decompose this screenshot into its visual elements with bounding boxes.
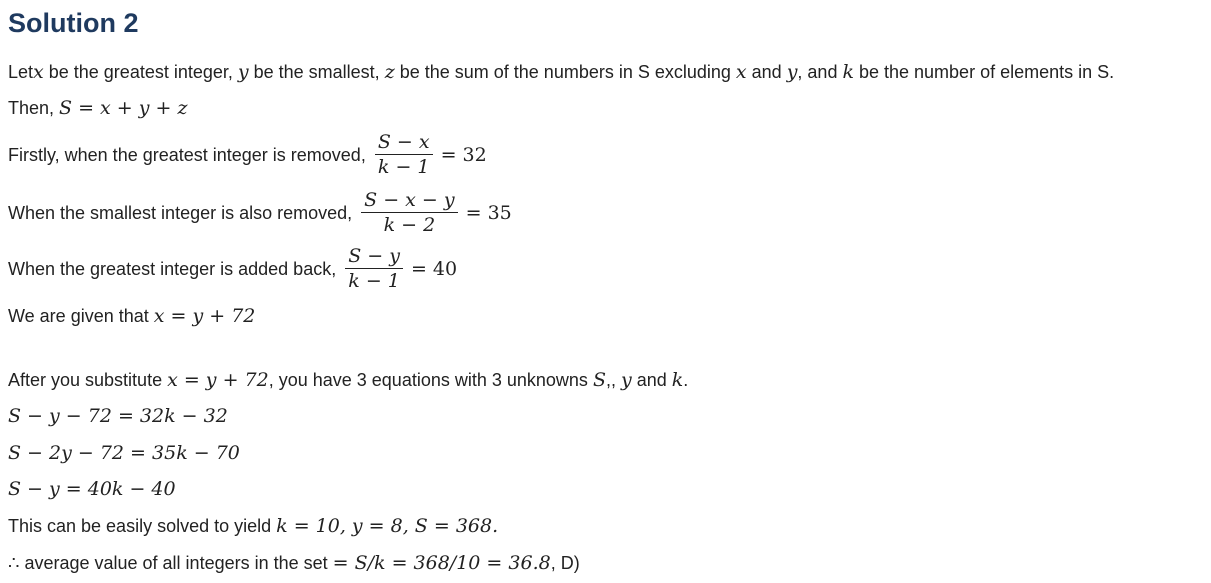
fraction-numerator: S − y xyxy=(348,245,400,267)
math-expression: x = y + 72 xyxy=(167,369,269,391)
math-var: y xyxy=(620,369,632,391)
text: , and xyxy=(797,62,843,82)
text: When the smallest integer is also removed, xyxy=(8,202,358,223)
math-expression: = S/k = 368/10 = 36.8 xyxy=(332,552,551,574)
equation-greatest-added-back xyxy=(8,244,457,293)
text: be the sum of the numbers in S excluding xyxy=(394,62,736,82)
fraction-denominator: k − 1 xyxy=(377,156,430,178)
text: Firstly, when the greatest integer is removed, xyxy=(8,144,371,165)
math-var: k xyxy=(842,61,854,83)
text: We are given that xyxy=(8,306,154,326)
math-expression: S − 2y − 72 = 35k − 70 xyxy=(8,442,240,464)
math-expression: x = y + 72 xyxy=(153,305,256,327)
math-var: S xyxy=(592,369,606,391)
fraction-numerator: S − x xyxy=(377,131,430,153)
text: , you have 3 equations with 3 unknowns xyxy=(268,370,593,390)
equation-rhs: = 40 xyxy=(410,257,458,280)
definition-line xyxy=(8,60,1114,84)
math-expression: S = x + y + z xyxy=(59,97,188,119)
math-expression: S − y − 72 = 32k − 32 xyxy=(8,405,228,427)
system-equation-3 xyxy=(8,477,176,501)
equation-rhs: = 35 xyxy=(465,201,512,224)
sum-definition-line xyxy=(8,96,188,120)
text: and xyxy=(631,370,672,390)
final-answer-line xyxy=(8,551,580,575)
equation-greatest-removed xyxy=(8,130,487,179)
math-var: k xyxy=(671,369,684,391)
text: , D) xyxy=(550,553,580,573)
fraction-denominator: k − 2 xyxy=(383,214,436,236)
text: ,, xyxy=(605,370,621,390)
given-line xyxy=(8,304,255,328)
math-var: y xyxy=(237,61,249,83)
text: be the greatest integer, xyxy=(43,62,238,82)
text: This can be easily solved to yield xyxy=(8,516,277,536)
fraction-denominator: k − 1 xyxy=(348,270,400,292)
math-expression: k = 10, y = 8, S = 368. xyxy=(276,515,499,537)
fraction xyxy=(361,188,457,237)
text: . xyxy=(683,370,689,390)
math-var: x xyxy=(735,61,747,83)
math-expression: S − y = 40k − 40 xyxy=(8,478,176,500)
text: When the greatest integer is added back, xyxy=(8,258,342,279)
page-title: Solution 2 xyxy=(8,8,139,38)
fraction xyxy=(345,244,403,293)
text: After you substitute xyxy=(8,370,168,390)
equation-smallest-removed xyxy=(8,188,512,237)
text: ∴ average value of all integers in the set xyxy=(8,553,333,573)
text: and xyxy=(746,62,787,82)
text: Then, xyxy=(8,98,60,118)
equation-rhs: = 32 xyxy=(440,143,487,166)
fraction-numerator: S − x − y xyxy=(364,189,455,211)
text: Let xyxy=(8,62,34,82)
substitution-line xyxy=(8,368,688,392)
fraction xyxy=(375,130,433,179)
text: be the smallest, xyxy=(248,62,385,82)
math-var: y xyxy=(786,61,798,83)
solution-values-line xyxy=(8,514,498,538)
text: be the number of elements in S. xyxy=(853,62,1115,82)
system-equation-1 xyxy=(8,404,228,428)
math-var: x xyxy=(33,61,44,83)
math-var: z xyxy=(384,61,395,83)
system-equation-2 xyxy=(8,441,240,465)
